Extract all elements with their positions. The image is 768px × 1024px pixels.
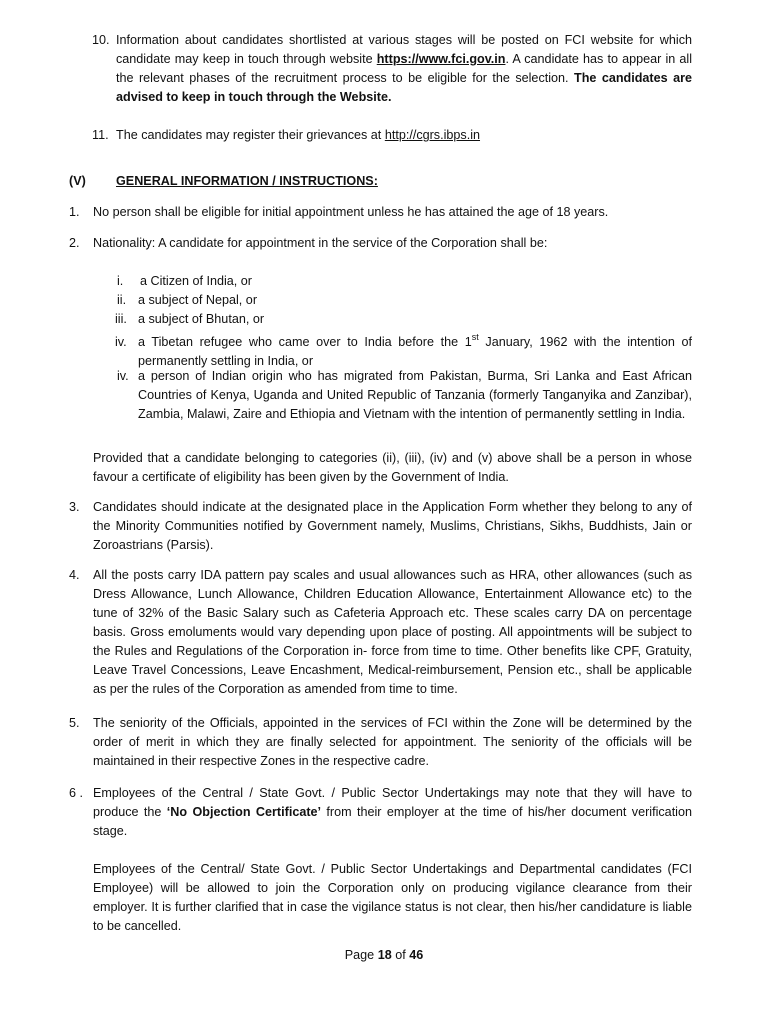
item-10-bold-note: The candidates are advised to keep in touch through the Website. xyxy=(116,71,692,104)
item-5-text: The seniority of the Officials, appointed in the services of FCI within the Zone will be determined by the order of merit in which they are finally selected for appointment. The seniority of the officials will be maintained in their respective Zones in the respective cadre. xyxy=(93,716,692,768)
item-3-text: Candidates should indicate at the designated place in the Application Form whether they belong to any of the Minority Communities notified by Government namely, Muslims, Christians, Sikhs, Buddhists, Jain or Zoroastrians (Parsis). xyxy=(93,500,692,552)
grievance-link[interactable]: http://cgrs.ibps.in xyxy=(384,128,481,142)
item-1-number: 1. xyxy=(69,205,80,219)
item-5-number: 5. xyxy=(69,716,80,730)
sub-i-text: a Citizen of India, or xyxy=(140,274,253,288)
noc-bold: ‘No Objection Certificate’ xyxy=(166,805,322,819)
sub-iv-text: a Tibetan refugee who came over to India before the 1st January, 1962 with the intention of permanently settling in India, or xyxy=(138,332,692,368)
sub-v-number: iv. xyxy=(117,369,129,383)
item-4-number: 4. xyxy=(69,568,80,582)
item-4-text: All the posts carry IDA pattern pay scales and usual allowances such as HRA, other allowances (such as Dress Allowance, Lunch Allowance, Children Education Allowance, Entertainment Allowance etc) to the tune of 32% of the Basic Salary such as Cafeteria Approach etc. These scales carry DA on percentage basis. Gross emoluments would vary depending upon place of posting. All appointments will be subject to the Rules and Regulations of the Corporation in- force from time to time. Other benefits like CPF, Gratuity, Leave Travel Concessions, Leave Encashment, Medical-reimbursement, Pension etc., shall be applicable as per the rules of the Corporation as amended from time to time. xyxy=(93,568,692,696)
sub-iii-text: a subject of Bhutan, or xyxy=(138,312,265,326)
sub-iv-number: iv. xyxy=(115,335,127,349)
item-2-proviso: Provided that a candidate belonging to categories (ii), (iii), (iv) and (v) above shall be a person in whose favour a certificate of eligibility has been given by the Government of India. xyxy=(93,451,692,484)
item-2-number: 2. xyxy=(69,236,80,250)
item-11-number: 11. xyxy=(92,128,109,142)
item-10-text: Information about candidates shortlisted at various stages will be posted on FCI website for which candidate may keep in touch through website https://www.fci.gov.in. A candidate has to appear in all the relevant phases of the recruitment process to be eligible for the selection. The candidates are advised to keep in touch through the Website. xyxy=(116,33,692,104)
item-1-text: No person shall be eligible for initial appointment unless he has attained the age of 18 years. xyxy=(93,205,609,219)
section-title: GENERAL INFORMATION / INSTRUCTIONS: xyxy=(116,174,378,188)
item-6-paragraph-2: Employees of the Central/ State Govt. / Public Sector Undertakings and Departmental candidates (FCI Employee) will be allowed to join the Corporation only on producing vigilance clearance from their employer. It is further clarified that in case the vigilance status is not clear, then his/her candidature is liable to be cancelled. xyxy=(93,862,692,933)
current-page-number: 18 xyxy=(377,948,392,962)
sub-i-number: i. xyxy=(117,274,124,288)
sub-ii-text: a subject of Nepal, or xyxy=(138,293,258,307)
section-number: (V) xyxy=(69,174,86,188)
item-6-number: 6 . xyxy=(69,786,84,800)
sub-v-text: a person of Indian origin who has migrated from Pakistan, Burma, Sri Lanka and East African Countries of Kenya, Uganda and United Republic of Tanzania (formerly Tanganyika and Zanzibar), Zambia, Malawi, Zaire and Ethiopia and Vietnam with the intention of permanently settling in India. xyxy=(138,369,692,421)
sub-ii-number: ii. xyxy=(117,293,127,307)
item-2-text: Nationality: A candidate for appointment in the service of the Corporation shall be: xyxy=(93,236,548,250)
item-10-number: 10. xyxy=(92,33,110,47)
fci-website-link[interactable]: https://www.fci.gov.in xyxy=(376,52,506,66)
item-11-text: The candidates may register their grievances at http://cgrs.ibps.in xyxy=(116,128,481,142)
total-pages: 46 xyxy=(409,948,424,962)
sub-iii-number: iii. xyxy=(115,312,127,326)
page-footer: Page 18 of 46 xyxy=(344,948,424,962)
item-6-text: Employees of the Central / State Govt. / Public Sector Undertakings may note that they will have to produce the ‘No Objection Certificate’ from their employer at the time of his/her document verification stage. xyxy=(93,786,692,838)
item-3-number: 3. xyxy=(69,500,80,514)
